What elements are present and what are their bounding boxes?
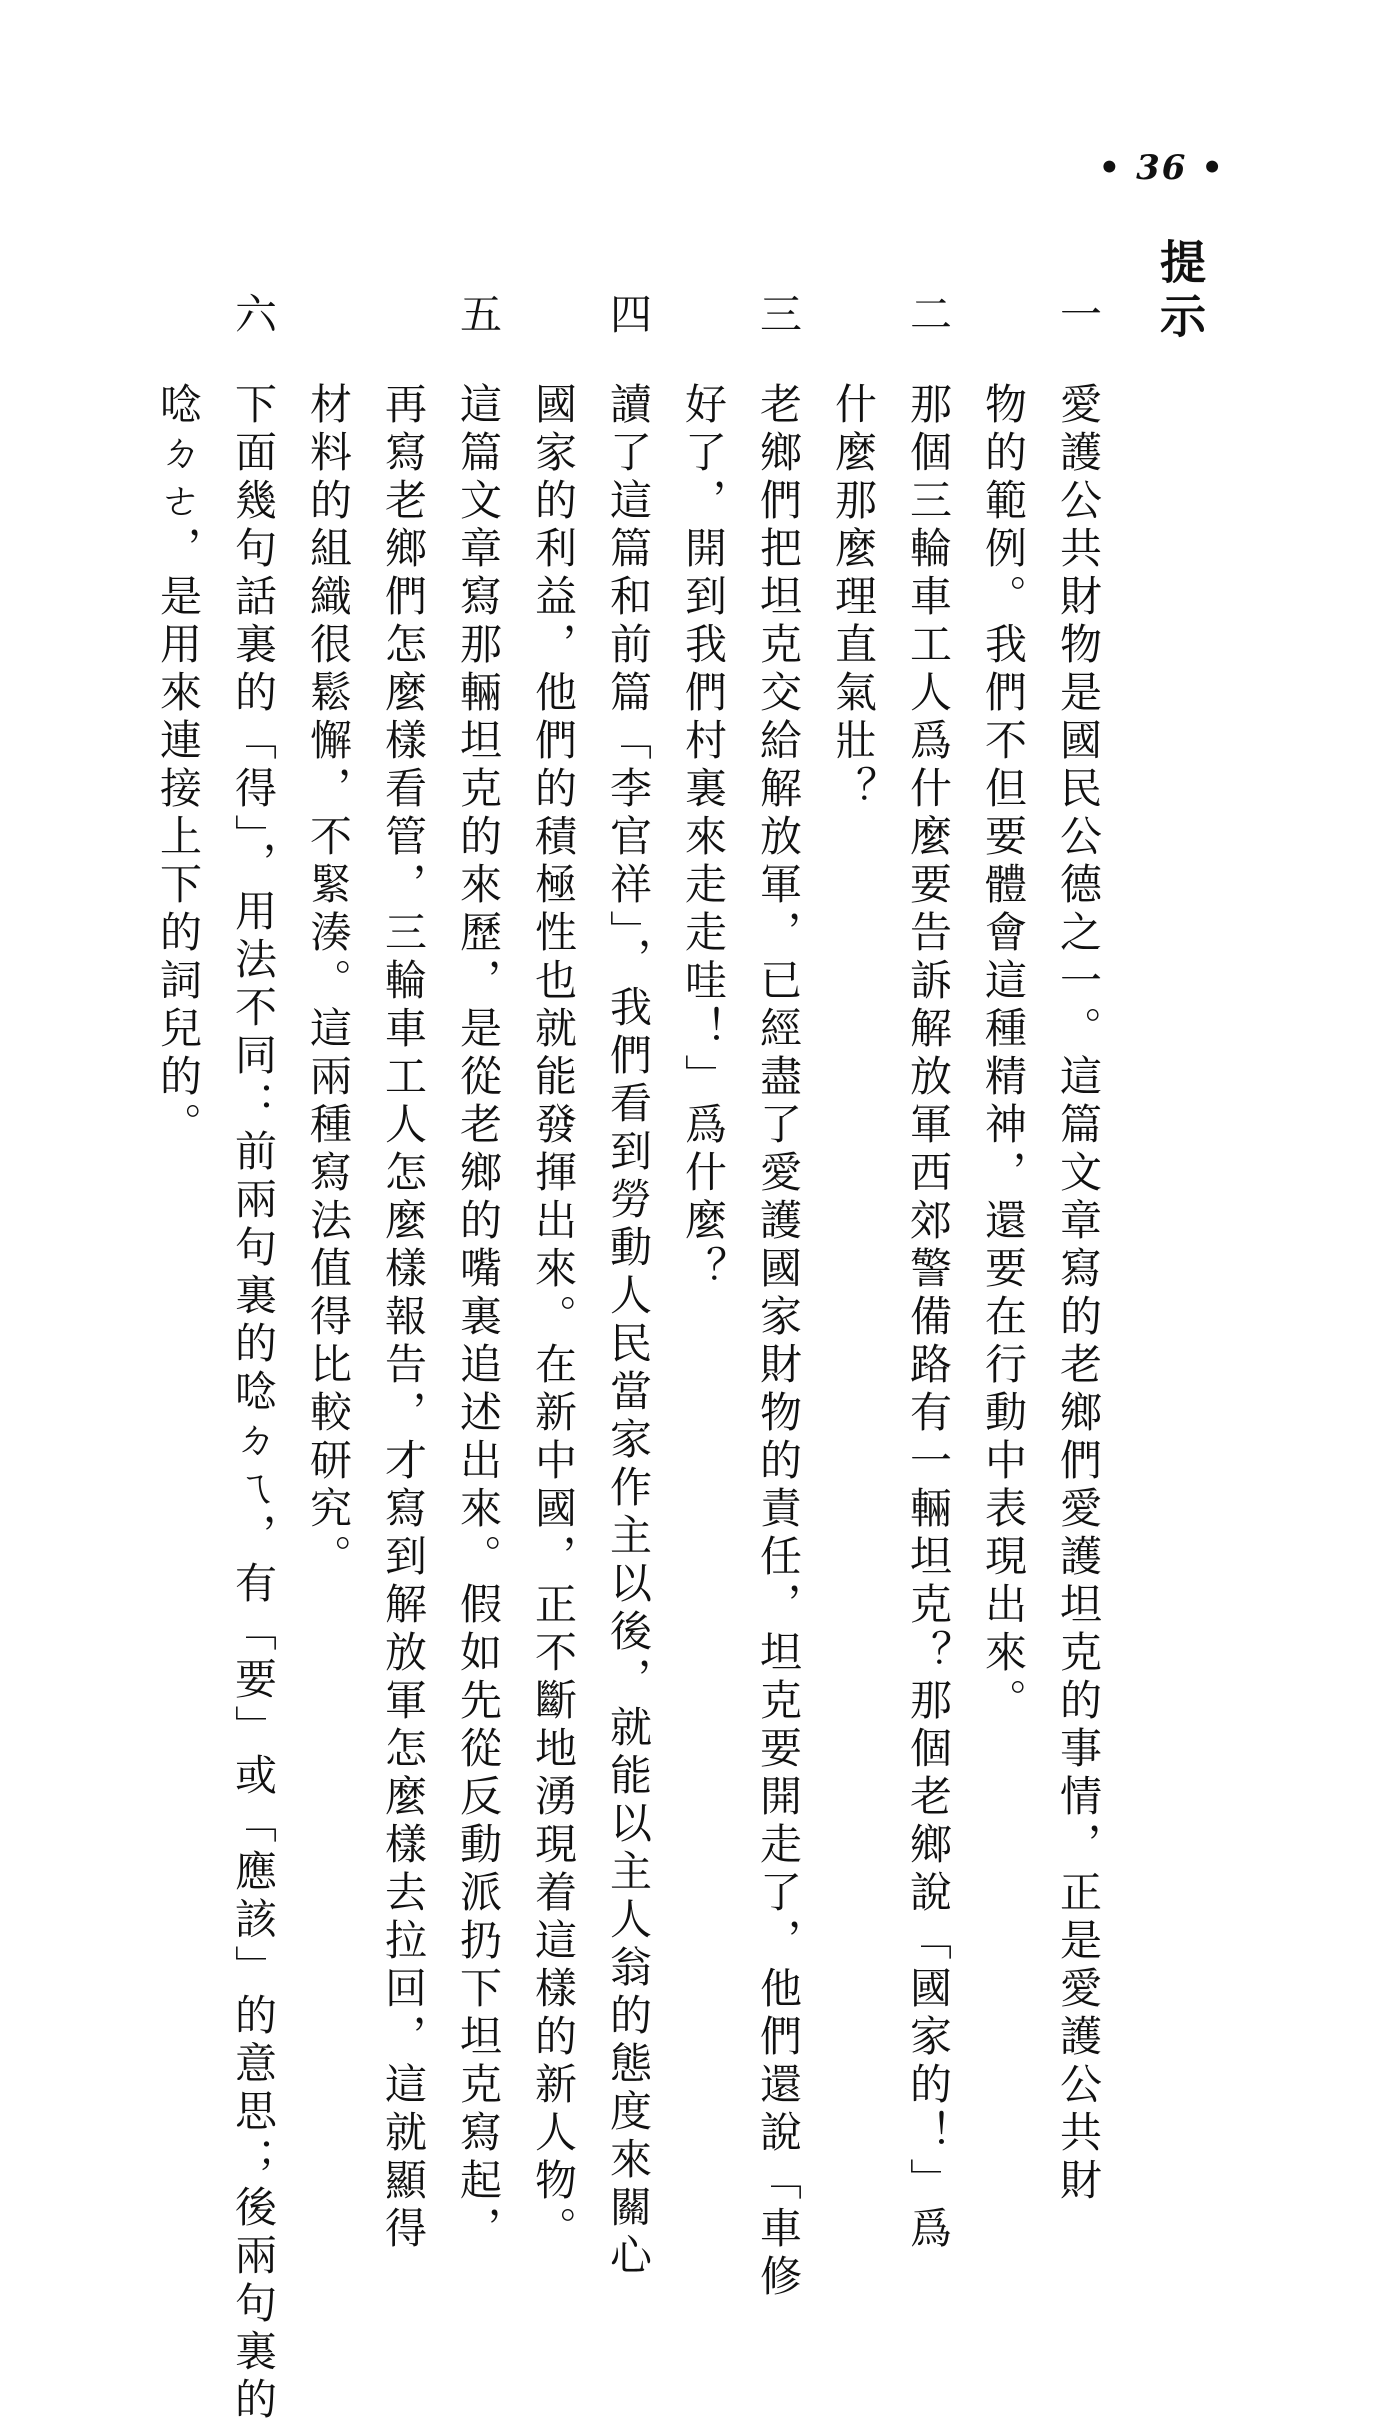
item-1-number: 一 (1054, 292, 1103, 340)
item-4-number: 四 (604, 292, 653, 340)
item-6-line-1: 下面幾句話裏的「得」，用法不同：前兩句裏的唸ㄉㄟ，有「要」或「應該」的意思；後兩句裏的 (229, 382, 278, 2425)
item-5-line-3: 材料的組織很鬆懈，不緊湊。這兩種寫法值得比較研究。 (304, 382, 353, 1582)
section-title: 提示 (1153, 238, 1207, 346)
item-2-line-1: 那個三輪車工人爲什麼要告訴解放軍西郊警備路有一輛坦克？那個老鄉說「國家的！」爲 (904, 382, 953, 2254)
item-1-line-2: 物的範例。我們不但要體會這種精神，還要在行動中表現出來。 (979, 382, 1028, 1726)
item-6-number: 六 (229, 292, 278, 340)
page-number: • 36 • (1098, 148, 1225, 188)
item-1-line-1: 愛護公共財物是國民公德之一。這篇文章寫的老鄉們愛護坦克的事情，正是愛護公共財 (1054, 382, 1103, 2206)
item-5-line-2: 再寫老鄉們怎麼樣看管，三輪車工人怎麼樣報告，才寫到解放軍怎麼樣去拉回，這就顯得 (379, 382, 428, 2254)
item-3-line-2: 好了，開到我們村裏來走走哇！」爲什麼？ (679, 382, 728, 1294)
item-5-line-1: 這篇文章寫那輛坦克的來歷，是從老鄉的嘴裏追述出來。假如先從反動派扔下坦克寫起， (454, 382, 503, 2254)
item-5-number: 五 (454, 292, 503, 340)
item-4-line-1: 讀了這篇和前篇「李官祥」，我們看到勞動人民當家作主以後，就能以主人翁的態度來關心 (604, 382, 653, 2281)
item-4-line-2: 國家的利益，他們的積極性也就能發揮出來。在新中國，正不斷地湧現着這樣的新人物。 (529, 382, 578, 2254)
item-2-line-2: 什麼那麼理直氣壯？ (829, 382, 878, 814)
item-6-line-2: 唸ㄉㄜ，是用來連接上下的詞兒的。 (154, 382, 203, 1150)
item-3-number: 三 (754, 292, 803, 340)
item-3-line-1: 老鄉們把坦克交給解放軍，已經盡了愛護國家財物的責任，坦克要開走了，他們還說「車修 (754, 382, 803, 2302)
item-2-number: 二 (904, 292, 953, 340)
